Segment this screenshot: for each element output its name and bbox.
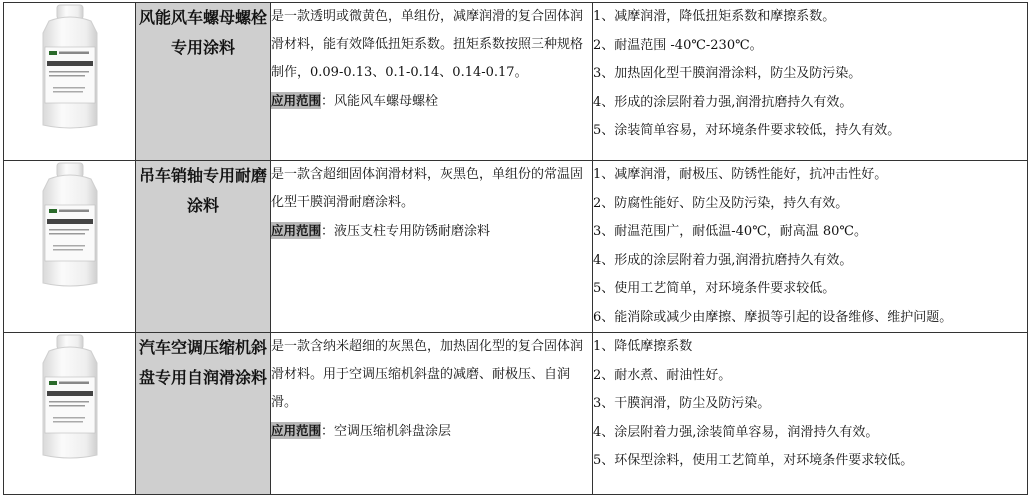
feature-item: 4、涂层附着力强,涂装简单容易，润滑持久有效。 [593,424,879,440]
feature-item: 2、防腐性能好、防尘及防污染，持久有效。 [593,195,849,211]
product-image-cell [4,161,136,333]
product-row [4,333,1028,495]
feature-item: 1、降低摩擦系数 [593,339,693,354]
feature-item: 2、耐水煮、耐油性好。 [593,367,732,383]
product-bottle-image [35,333,105,463]
feature-item: 1、减摩润滑，降低扭矩系数和摩擦系数。 [593,9,836,24]
product-name: 汽车空调压缩机斜盘专用自润滑涂料 [136,333,271,495]
application-range [271,217,592,246]
application-value: ：空调压缩机斜盘涂层 [321,424,452,439]
product-row [4,3,1028,161]
product-description: 是一款含纳米超细的灰黑色，加热固化型的复合固体润滑材料。用于空调压缩机斜盘的减磨、耐极压、自润滑。 [271,339,584,410]
application-label: 应用范围 [271,93,322,108]
feature-item: 5、环保型涂料，使用工艺简单，对环境条件要求较低。 [593,453,914,468]
application-label: 应用范围 [271,223,322,238]
feature-item: 3、干膜润滑，防尘及防污染。 [593,396,771,411]
product-description-cell [271,161,593,333]
feature-item: 6、能消除或减少由摩擦、摩损等引起的设备维修、维护问题。 [593,309,953,325]
product-features [593,3,1028,161]
product-image-cell [4,333,136,495]
product-name: 吊车销轴专用耐磨涂料 [136,161,271,333]
product-description: 是一款含超细固体润滑材料，灰黑色，单组份的常温固化型干膜润滑耐磨涂料。 [271,167,584,210]
product-description-cell [271,333,593,495]
product-features [593,333,1028,495]
product-features [593,161,1028,333]
feature-item: 3、加热固化型干膜润滑涂料，防尘及防污染。 [593,66,862,81]
feature-item: 4、形成的涂层附着力强,润滑抗磨持久有效。 [593,252,853,268]
application-value: ：液压支柱专用防锈耐磨涂料 [321,224,491,239]
feature-item: 5、使用工艺简单，对环境条件要求较低。 [593,281,836,296]
product-row [4,161,1028,333]
feature-item: 3、耐温范围广，耐低温-40℃，耐高温 80℃。 [593,224,867,239]
product-bottle-image [35,161,105,291]
product-description-cell [271,3,593,161]
application-label: 应用范围 [271,423,322,438]
product-description: 是一款透明或微黄色，单组份，减摩润滑的复合固体润滑材料，能有效降低扭矩系数。扭矩系数按照三种规格制作，0.09-0.13、0.1-0.14、0.14-0.17。 [271,9,584,80]
feature-item: 2、耐温范围 -40℃-230℃。 [593,37,763,53]
product-bottle-image [35,3,105,133]
feature-item: 1、减摩润滑，耐极压、防锈性能好，抗冲击性好。 [593,167,888,182]
feature-item: 5、涂装简单容易，对环境条件要求较低，持久有效。 [593,123,901,138]
product-table [3,2,1028,495]
application-value: ：风能风车螺母螺栓 [321,94,439,109]
application-range [271,87,592,116]
product-image-cell [4,3,136,161]
feature-item: 4、形成的涂层附着力强,润滑抗磨持久有效。 [593,94,853,110]
application-range [271,417,592,446]
product-name: 风能风车螺母螺栓专用涂料 [136,3,271,161]
